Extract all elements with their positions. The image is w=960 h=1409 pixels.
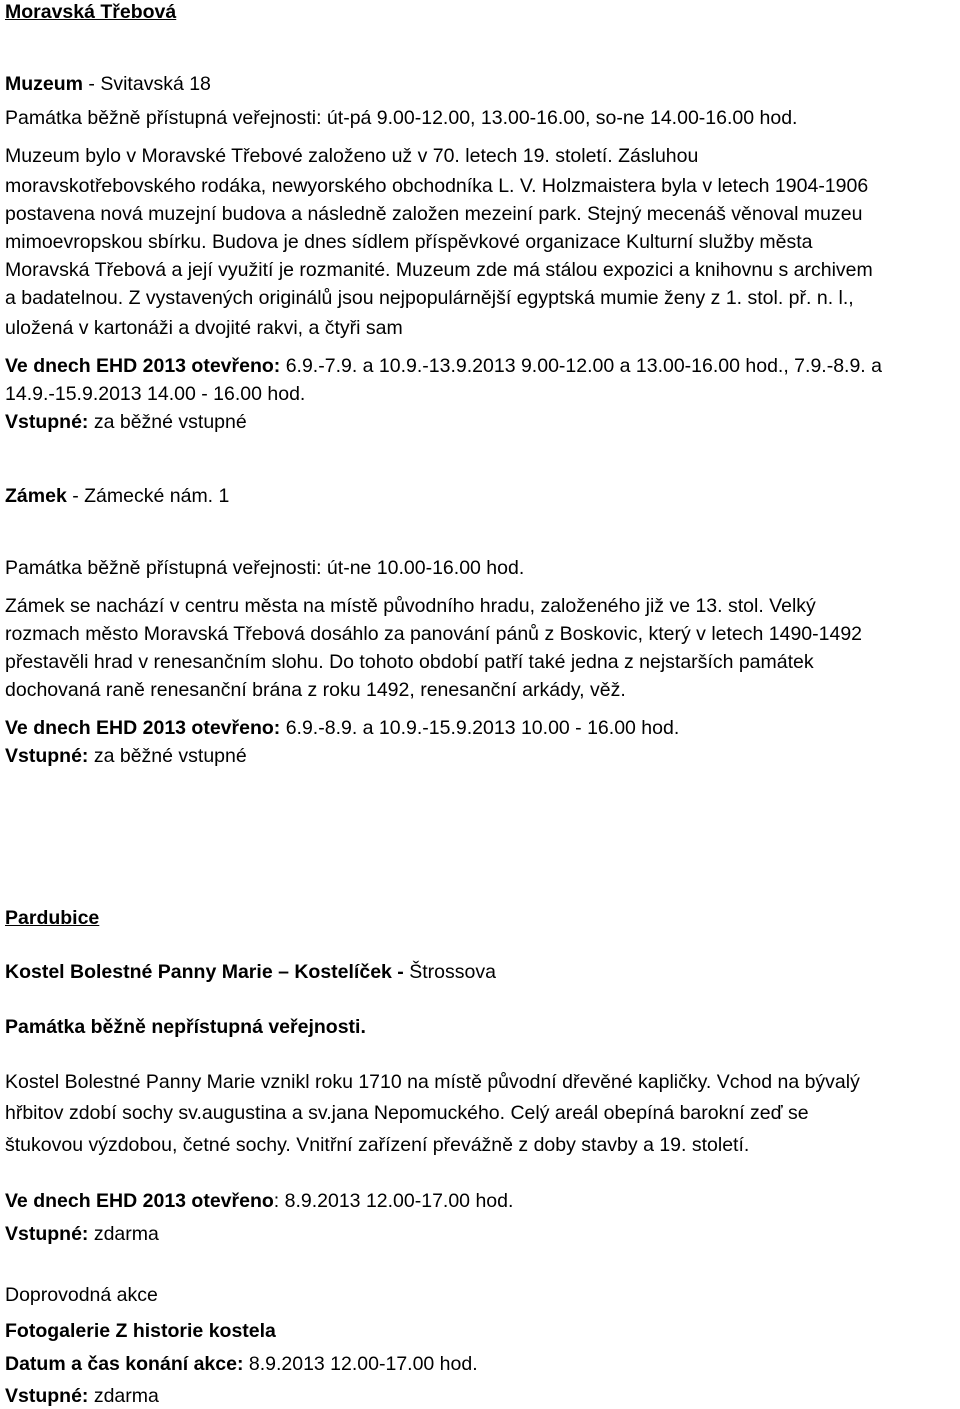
castle-separator: - bbox=[66, 485, 85, 507]
museum-desc-line-7: uložená v kartonáži a dvojité rakvi, a čtyři sam bbox=[5, 317, 403, 339]
castle-ehd-line bbox=[5, 716, 679, 740]
event-date-value: 8.9.2013 12.00-17.00 hod. bbox=[243, 1353, 478, 1375]
museum-ehd-label: Ve dnech EHD 2013 otevřeno: bbox=[5, 355, 281, 377]
museum-desc-line-4: mimoevropskou sbírku. Budova je dnes sídlem příspěvkové organizace Kulturní služby města bbox=[5, 231, 813, 253]
museum-desc-line-6: a badatelnou. Z vystavených originálů jsou nejpopulárnější egyptská mumie ženy z 1. stol. př. n. l., bbox=[5, 287, 854, 309]
city-heading-moravska-trebova: Moravská Třebová bbox=[5, 1, 177, 23]
museum-access-hours: út-pá 9.00-12.00, 13.00-16.00, so-ne 14.00-16.00 hod. bbox=[321, 107, 798, 129]
castle-desc-line-2: rozmach město Moravská Třebová dosáhlo za panování pánů z Boskovic, který v letech 1490-1492 bbox=[5, 623, 863, 645]
church-ehd-value: : 8.9.2013 12.00-17.00 hod. bbox=[273, 1190, 514, 1212]
museum-ehd-line-2: 14.9.-15.9.2013 14.00 - 16.00 hod. bbox=[5, 383, 306, 405]
castle-desc-line-4: dochovaná raně renesanční brána z roku 1492, renesanční arkády, věž. bbox=[5, 679, 626, 701]
church-fee-value: zdarma bbox=[88, 1223, 159, 1245]
castle-ehd-label: Ve dnech EHD 2013 otevřeno: bbox=[5, 717, 281, 739]
event-name: Fotogalerie Z historie kostela bbox=[5, 1320, 276, 1342]
castle-address: Zámecké nám. 1 bbox=[84, 485, 230, 507]
church-separator: - bbox=[391, 961, 410, 983]
church-name: Kostel Bolestné Panny Marie – Kostelíček bbox=[5, 961, 392, 983]
church-desc-line-1: Kostel Bolestné Panny Marie vznikl roku 1710 na místě původní dřevěné kapličky. Vchod na bývalý bbox=[5, 1071, 860, 1093]
event-date-label: Datum a čas konání akce: bbox=[5, 1353, 244, 1375]
church-fee-label: Vstupné: bbox=[5, 1223, 89, 1245]
church-desc-line-3: štukovou výzdobou, četné sochy. Vnitřní zařízení převážně z doby stavby a 19. století. bbox=[5, 1134, 750, 1156]
church-title-line bbox=[5, 960, 496, 984]
castle-ehd-value: 6.9.-8.9. a 10.9.-15.9.2013 10.00 - 16.00 hod. bbox=[280, 717, 680, 739]
castle-name: Zámek bbox=[5, 485, 67, 507]
castle-fee-line bbox=[5, 744, 247, 768]
event-fee-label: Vstupné: bbox=[5, 1385, 89, 1407]
museum-address: Svitavská 18 bbox=[100, 73, 211, 95]
museum-title-line bbox=[5, 72, 211, 96]
church-access-line: Památka běžně nepřístupná veřejnosti. bbox=[5, 1016, 366, 1038]
event-fee-line bbox=[5, 1384, 159, 1408]
museum-ehd-line bbox=[5, 354, 882, 378]
castle-fee-label: Vstupné: bbox=[5, 745, 89, 767]
church-desc-line-2: hřbitov zdobí sochy sv.augustina a sv.jana Nepomuckého. Celý areál obepíná barokní zeď se bbox=[5, 1102, 809, 1124]
museum-fee-line bbox=[5, 410, 247, 434]
church-address: Štrossova bbox=[409, 961, 496, 983]
museum-separator: - bbox=[83, 73, 101, 95]
museum-fee-value: za běžné vstupné bbox=[88, 411, 247, 433]
event-date-line bbox=[5, 1352, 478, 1376]
church-ehd-label: Ve dnech EHD 2013 otevřeno bbox=[5, 1190, 274, 1212]
museum-desc-line-1: Muzeum bylo v Moravské Třebové založeno už v 70. letech 19. století. Zásluhou bbox=[5, 145, 699, 167]
event-fee-value: zdarma bbox=[88, 1385, 159, 1407]
castle-access-label: Památka běžně přístupná veřejnosti: bbox=[5, 557, 322, 579]
castle-fee-value: za běžné vstupné bbox=[88, 745, 247, 767]
museum-name: Muzeum bbox=[5, 73, 83, 95]
event-heading: Doprovodná akce bbox=[5, 1284, 158, 1306]
museum-access-line bbox=[5, 106, 797, 130]
castle-access-line bbox=[5, 556, 524, 580]
church-fee-line bbox=[5, 1222, 159, 1246]
city-heading-pardubice: Pardubice bbox=[5, 907, 100, 929]
museum-fee-label: Vstupné: bbox=[5, 411, 89, 433]
museum-ehd-value: 6.9.-7.9. a 10.9.-13.9.2013 9.00-12.00 a 13.00-16.00 hod., 7.9.-8.9. a bbox=[280, 355, 882, 377]
castle-desc-line-3: přestavěli hrad v renesančním slohu. Do tohoto období patří také jedna z nejstarších památek bbox=[5, 651, 814, 673]
castle-desc-line-1: Zámek se nachází v centru města na místě původního hradu, založeného již ve 13. stol. Velký bbox=[5, 595, 816, 617]
church-ehd-line bbox=[5, 1189, 513, 1213]
museum-access-label: Památka běžně přístupná veřejnosti: bbox=[5, 107, 322, 129]
castle-title-line bbox=[5, 484, 229, 508]
museum-desc-line-2: moravskotřebovského rodáka, newyorského obchodníka L. V. Holzmaistera byla v letech 1904-1906 bbox=[5, 175, 869, 197]
museum-desc-line-5: Moravská Třebová a její využití je rozmanité. Muzeum zde má stálou expozici a knihovnu s archivem bbox=[5, 259, 873, 281]
castle-access-hours: út-ne 10.00-16.00 hod. bbox=[321, 557, 525, 579]
museum-desc-line-3: postavena nová muzejní budova a následně založen mezeiní park. Stejný mecenáš věnoval muzeu bbox=[5, 203, 863, 225]
